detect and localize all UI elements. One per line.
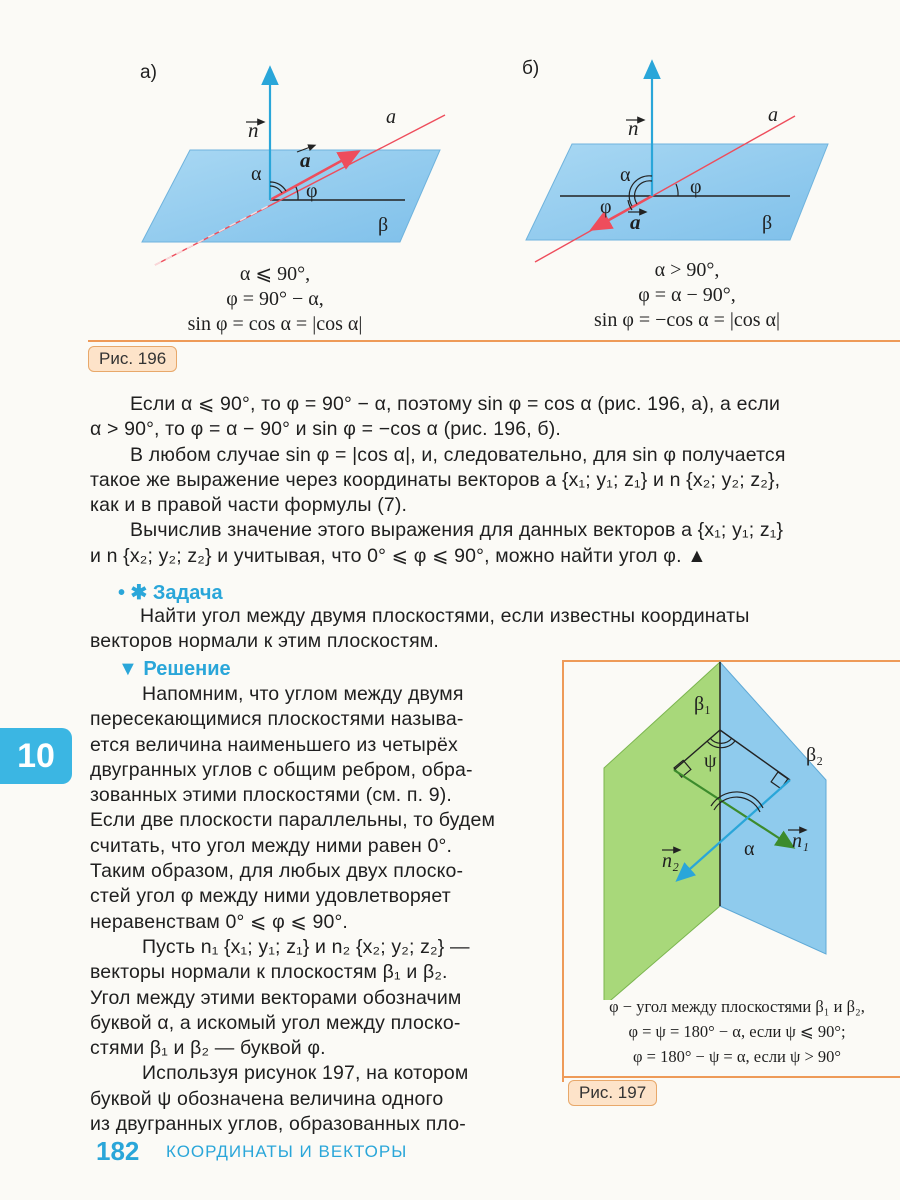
label-psi: ψ [704,750,717,772]
formulas-196a [150,262,400,337]
figure-196b-label: б) [522,58,540,79]
text-line: векторов нормали к этим плоскостям. [90,630,439,653]
label-alpha-197: α [744,838,755,860]
formulas-196b [552,258,822,333]
text-line: Напомним, что углом между двумя [142,683,464,705]
caption-line: φ = 180° − ψ = α, если ψ > 90° [633,1047,841,1066]
text-line: Пусть n₁ {x₁; y₁; z₁} и n₂ {x₂; y₂; z₂} — [142,935,470,958]
text-line: В любом случае sin φ = |cos α|, и, следовательно, для sin φ получается [130,443,786,466]
text-line: стей угол φ между ними удовлетворяет [90,885,451,908]
label-beta2: β₂ [806,744,824,766]
text-line: Найти угол между двумя плоскостями, если известны координаты [140,605,750,627]
chapter-tab: 10 [0,728,72,784]
text-line: Вычислив значение этого выражения для данных векторов a {x₁; y₁; z₁} [130,519,784,542]
text-line: векторы нормали к плоскостям β₁ и β₂. [90,961,448,984]
label-beta-a: β [378,214,389,236]
formula-line: sin φ = −cos α = |cos α| [593,309,780,331]
text-line: буквой α, а искомый угол между плоско- [90,1011,461,1034]
task-heading: • ✱ Задача [118,582,223,604]
figure-197-rule [564,1076,900,1078]
text-line: ется величина наименьшего из четырёх [90,733,458,756]
label-vec-a-a: a [300,148,311,172]
label-beta-b: β [762,212,773,234]
text-line: буквой ψ обозначена величина одного [90,1087,444,1110]
label-n1: n₁ [792,830,809,852]
formula-line: α ⩽ 90°, [239,263,311,285]
label-n2: n₂ [662,850,679,872]
formula-line: φ = 90° − α, [226,288,324,310]
text-line: Таким образом, для любых двух плоско- [90,860,464,883]
label-alpha-b: α [620,164,631,186]
text-line: Если две плоскости параллельны, то будем [90,809,495,832]
formula-line: α > 90°, [654,259,720,281]
text-line: пересекающимися плоскостями называ- [90,708,464,731]
formula-line: φ = α − 90°, [638,284,736,306]
figure-197-caption-tag: Рис. 197 [568,1080,657,1106]
figure-197-diagram [564,640,900,1000]
text-line: как и в правой части формулы (7). [90,494,408,517]
text-line: стями β₁ и β₂ — буквой φ. [90,1037,326,1060]
text-line: неравенствам 0° ⩽ φ ⩽ 90°. [90,910,348,933]
text-line: и n {x₂; y₂; z₂} и учитывая, что 0° ⩽ φ ⩽ 90°, можно найти угол φ. ▲ [90,544,707,567]
text-line: Угол между этими векторами обозначим [90,986,462,1009]
text-line: зованных этими плоскостями (см. п. 9). [90,784,452,807]
figure-196-rule [88,340,900,342]
figure-197-caption [574,994,900,1069]
text-line: Если α ⩽ 90°, то φ = 90° − α, поэтому sin φ = cos α (рис. 196, а), а если [130,393,781,415]
label-beta1: β₁ [694,693,712,715]
label-n-b: n [628,116,639,140]
label-alpha-a: α [251,163,262,185]
solution-text [90,682,536,1137]
plane-beta-a [142,150,440,242]
label-phi-a: φ [306,180,318,202]
label-vec-a-b: a [630,210,641,234]
text-line: такое же выражение через координаты векторов a {x₁; y₁; z₁} и n {x₂; y₂; z₂}, [90,468,781,491]
text-line: Используя рисунок 197, на котором [142,1062,469,1085]
label-phi-b: φ [690,176,702,198]
text-line: из двугранных углов, образованных пло- [90,1113,466,1136]
text-line: двугранных углов с общим ребром, обра- [90,758,473,781]
figure-196b [526,68,828,262]
figure-196a [142,74,445,265]
plane-beta-b [526,144,828,240]
page-number: 182 [96,1136,140,1166]
footer-section-title: КООРДИНАТЫ И ВЕКТОРЫ [166,1142,408,1161]
label-n-a: n [248,118,259,142]
label-line-a-b: a [768,104,778,126]
figure-196a-label: а) [140,62,157,83]
formula-line: sin φ = cos α = |cos α| [187,313,363,335]
plane-beta2 [720,662,826,954]
text-line: α > 90°, то φ = α − 90° и sin φ = −cos α (рис. 196, б). [90,418,561,441]
solution-heading: ▼ Решение [118,658,231,680]
paragraph-1 [90,392,890,569]
text-line: считать, что угол между ними равен 0°. [90,834,453,857]
figure-196-caption-tag: Рис. 196 [88,346,177,372]
label-line-a-a: a [386,106,396,128]
caption-line: φ − угол между плоскостями β₁ и β₂, [609,997,865,1016]
caption-line: φ = ψ = 180° − α, если ψ ⩽ 90°; [628,1022,846,1041]
label-phi2-b: φ [600,196,612,218]
